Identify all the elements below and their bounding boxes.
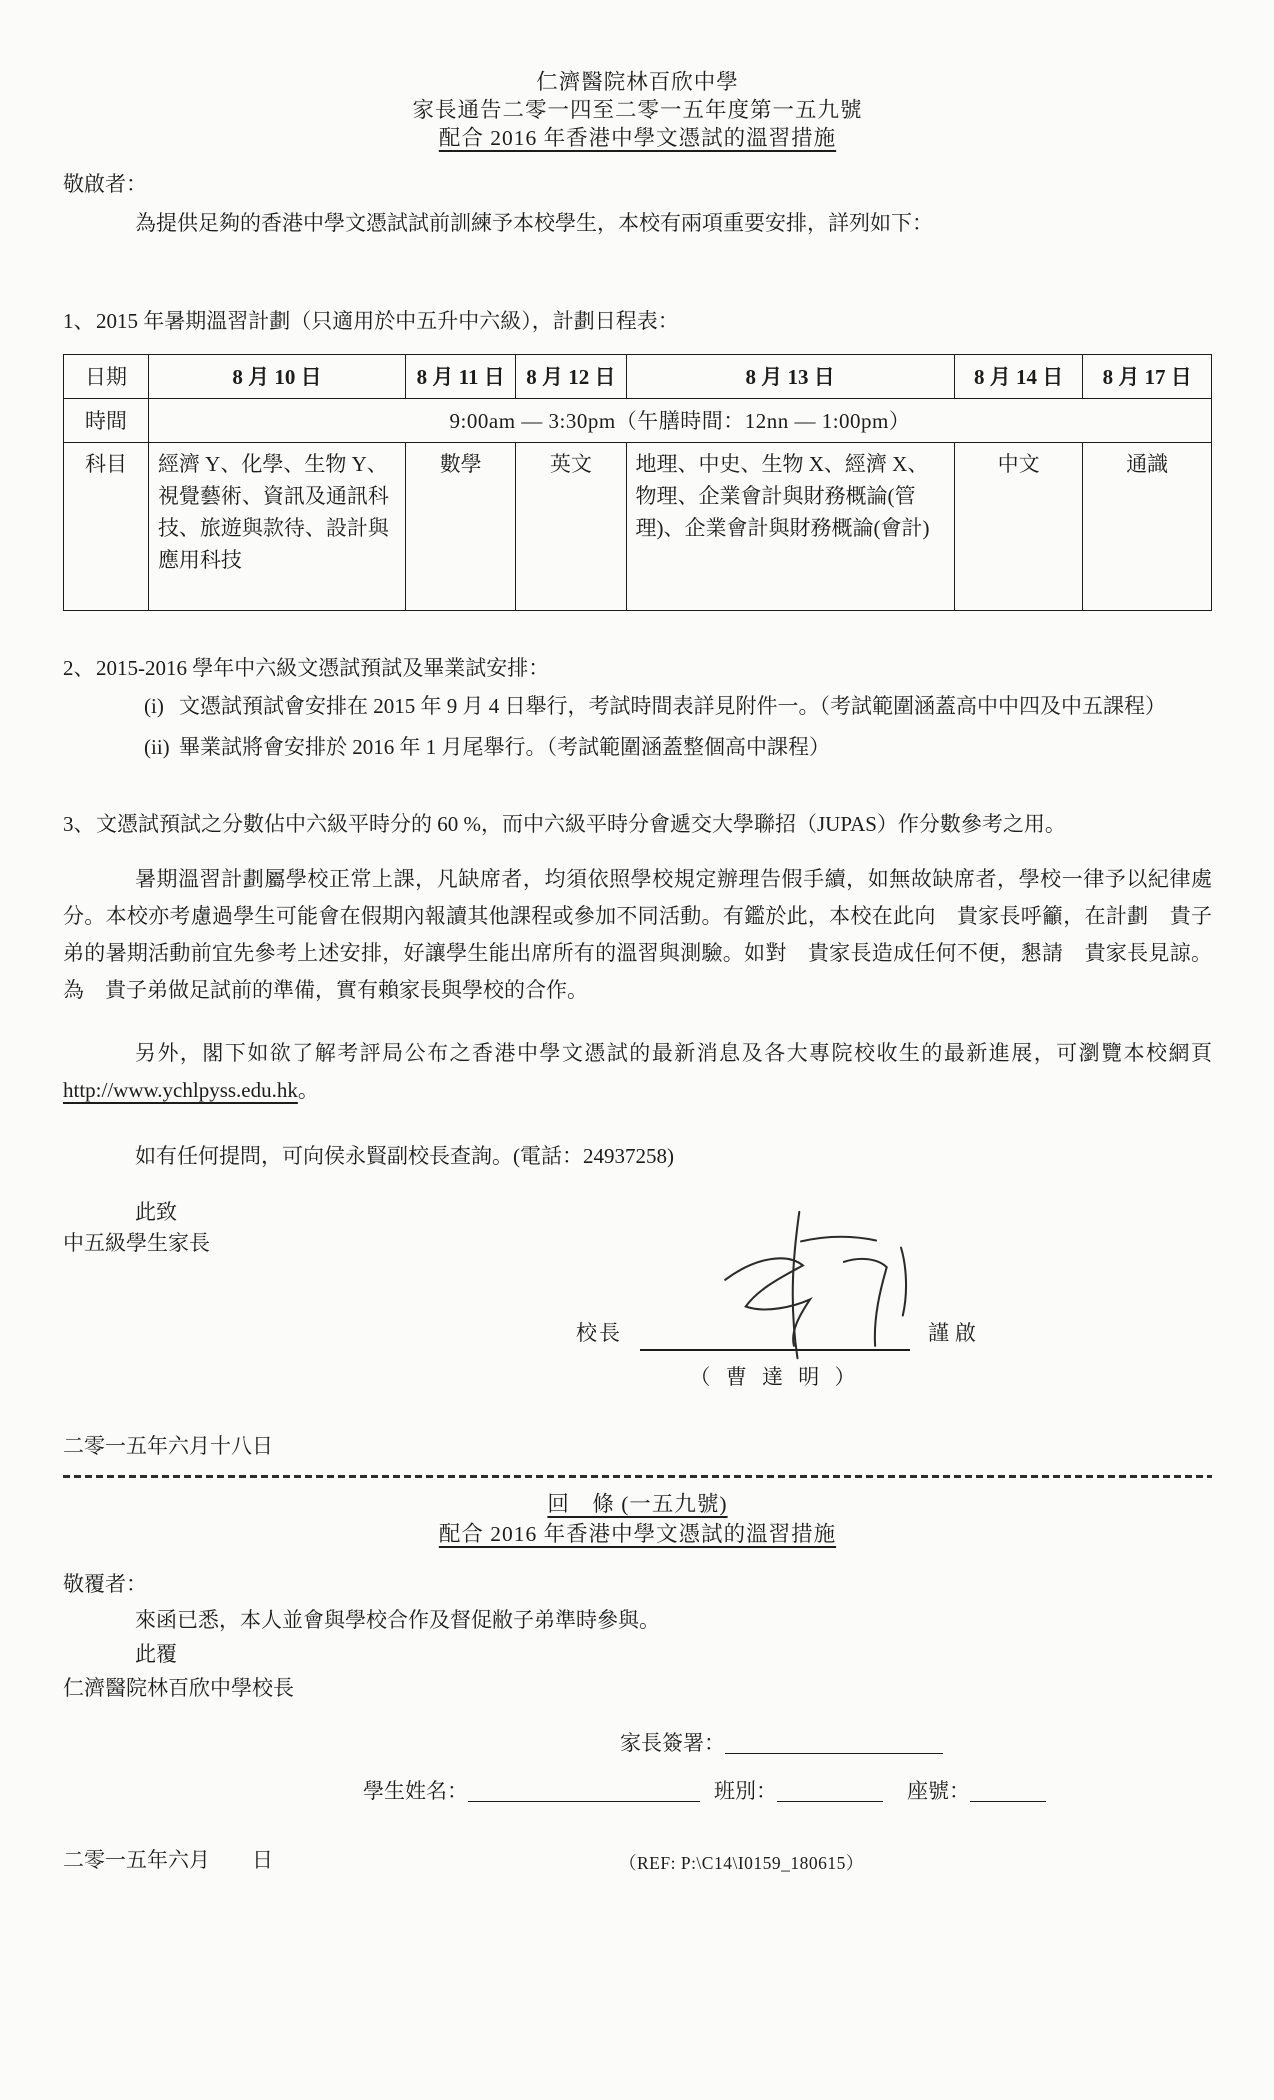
date-cell: 8 月 17 日 [1083, 355, 1212, 399]
issue-date: 二零一五年六月十八日 [63, 1434, 273, 1458]
subject-cell: 地理、中史、生物 X、經濟 X、物理、企業會計與財務概論(管理)、企業會計與財務概論(會計) [626, 443, 954, 611]
website-paragraph-prefix: 另外，閣下如欲了解考評局公布之香港中學文憑試的最新消息及各大專院校收生的最新進展，可瀏覽本校網頁 [135, 1041, 1212, 1065]
subject-cell: 數學 [406, 443, 516, 611]
subitem-i-text: 文憑試預試會安排在 2015 年 9 月 4 日舉行，考試時間表詳見附件一。（考試範圍涵蓋高中中四及中五課程） [179, 694, 1166, 718]
table-row-subjects [64, 443, 1212, 611]
principal-name: （ 曹 達 明 ） [689, 1365, 861, 1389]
ref-number: （REF: P:\C14\I0159_180615） [619, 1853, 864, 1873]
class-blank [777, 1780, 883, 1802]
reply-salutation: 敬覆者： [63, 1572, 147, 1596]
reply-body: 來函已悉，本人並會與學校合作及督促敝子弟準時參與。 [135, 1608, 660, 1632]
school-name: 仁濟醫院林百欣中學 [536, 70, 739, 94]
reply-cifu: 此覆 [135, 1642, 177, 1666]
attendance-paragraph: 暑期溫習計劃屬學校正常上課，凡缺席者，均須依照學校規定辦理告假手續，如無故缺席者，學校一律予以紀律處分。本校亦考慮過學生可能會在假期內報讀其他課程或參加不同活動。有鑑於此，本校在此向 貴家長呼籲，在計劃 貴子弟的暑期活動前宜先參考上述安排，好讓學生能出席所有的溫習與測驗。如對 貴家長造成任何不便，懇請 貴家長見諒。為 貴子弟做足試前的準備，實有賴家長與學校的合作。 [63, 867, 1212, 1002]
seat-label: 座號： [907, 1779, 970, 1803]
subject-cell: 經濟 Y、化學、生物 Y、視覺藝術、資訊及通訊科技、旅遊與款待、設計與應用科技 [148, 443, 405, 611]
principal-signature [694, 1207, 926, 1365]
reply-slip-divider [63, 1475, 1212, 1478]
reply-slip-subtitle-text: 配合 2016 年香港中學文憑試的溫習措施 [438, 1522, 837, 1546]
item-2 [63, 653, 1212, 683]
student-name-blank [468, 1780, 700, 1802]
enquiry-paragraph: 如有任何提問，可向侯永賢副校長查詢。(電話：24937258) [135, 1144, 674, 1168]
website-paragraph [63, 1035, 1212, 1109]
subitem-ii-text: 畢業試將會安排於 2016 年 1 月尾舉行。（考試範圍涵蓋整個高中課程） [179, 735, 830, 759]
closing-recipient: 中五級學生家長 [63, 1231, 210, 1255]
subitem-ii [144, 730, 1212, 765]
item-1-number: 1、 [63, 309, 95, 333]
notice-number: 家長通告二零一四至二零一五年度第一五九號 [412, 98, 863, 122]
student-name-label: 學生姓名： [363, 1779, 468, 1803]
schedule-table [63, 354, 1212, 611]
notice-subject-text: 配合 2016 年香港中學文憑試的溫習措施 [438, 126, 837, 150]
item-3 [63, 809, 1212, 839]
subject-cell: 英文 [516, 443, 626, 611]
intro-paragraph: 為提供足夠的香港中學文憑試試前訓練予本校學生，本校有兩項重要安排，詳列如下： [135, 211, 933, 235]
subitem-i [144, 689, 1212, 724]
date-cell: 8 月 11 日 [406, 355, 516, 399]
date-label-cell: 日期 [64, 355, 149, 399]
date-cell: 8 月 12 日 [516, 355, 626, 399]
notice-subject [63, 124, 1212, 152]
item-3-text: 文憑試預試之分數佔中六級平時分的 60 %，而中六級平時分會遞交大學聯招（JUPAS）作分數參考之用。 [96, 812, 1066, 836]
bottom-row [63, 1846, 1212, 1874]
parent-signature-blank [725, 1732, 943, 1754]
table-row-dates [64, 355, 1212, 399]
subject-cell: 通識 [1083, 443, 1212, 611]
item-1-text: 2015 年暑期溫習計劃（只適用於中五升中六級），計劃日程表： [96, 309, 679, 333]
date-cell: 8 月 13 日 [626, 355, 954, 399]
time-label-cell: 時間 [64, 399, 149, 443]
parent-signature-label: 家長簽署： [620, 1731, 725, 1755]
item-2-number: 2、 [63, 656, 95, 680]
signature-block [576, 1259, 994, 1391]
class-label: 班別： [714, 1779, 777, 1803]
salutation: 敬啟者： [63, 172, 147, 196]
subject-cell: 中文 [954, 443, 1083, 611]
website-paragraph-suffix: 。 [297, 1078, 319, 1102]
closing-cizhi: 此致 [135, 1200, 177, 1224]
date-cell: 8 月 14 日 [954, 355, 1083, 399]
time-value-cell: 9:00am — 3:30pm（午膳時間：12nn — 1:00pm） [148, 399, 1211, 443]
table-row-time [64, 399, 1212, 443]
seat-blank [970, 1780, 1046, 1802]
subject-label-cell: 科目 [64, 443, 149, 611]
signature-respectfully-label: 謹啟 [928, 1321, 982, 1345]
reply-slip-title [63, 1490, 1212, 1518]
reply-addressee: 仁濟醫院林百欣中學校長 [63, 1676, 294, 1700]
reply-slip-title-text: 回 條 (一五九號) [547, 1492, 728, 1516]
signature-principal-label: 校長 [576, 1321, 622, 1345]
student-info-row [363, 1776, 1212, 1806]
subitem-ii-label: (ii) [144, 735, 170, 759]
date-cell: 8 月 10 日 [148, 355, 405, 399]
item-2-text: 2015-2016 學年中六級文憑試預試及畢業試安排： [96, 656, 550, 680]
website-link: http://www.ychlpyss.edu.hk [63, 1078, 298, 1102]
item-1 [63, 306, 1212, 336]
item-3-number: 3、 [63, 812, 95, 836]
reply-slip-subtitle [63, 1520, 1212, 1548]
parent-signature-row [620, 1728, 1212, 1758]
subitem-i-label: (i) [144, 694, 164, 718]
reply-date: 二零一五年六月 日 [63, 1848, 273, 1872]
